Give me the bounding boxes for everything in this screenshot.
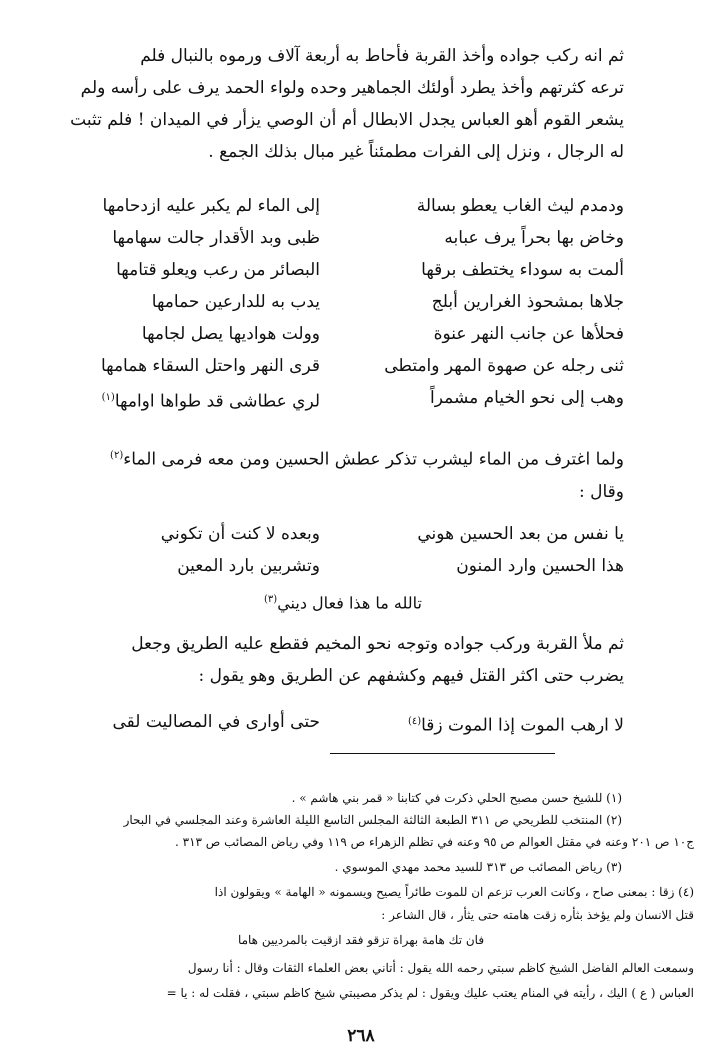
verse-first-hemistich (366, 706, 624, 742)
footnote-line: (٣) رياض المصائب ص ٣١٣ للسيد محمد مهدي الموسوي . (334, 860, 622, 874)
verse-first-hemistich: ألمت به سوداء يختطف برقها (421, 260, 624, 280)
verse-text: تالله ما هذا فعال ديني (277, 593, 422, 613)
footnote-ref: (٤) (407, 716, 422, 727)
verse-second-hemistich: قرى النهر واحتل السقاء همامها (100, 356, 320, 376)
verse-first-hemistich: ودمدم ليث الغاب يعطو بسالة (416, 196, 624, 216)
footnote-ref: (١) (101, 392, 115, 403)
poem-verse (62, 190, 624, 222)
text-line (62, 440, 624, 476)
verse-first-hemistich: يا نفس من بعد الحسين هوني (417, 524, 624, 544)
text-line: يشعر القوم أهو العباس يجدل الابطال أم أن الوصي يزأر في الميدان ! فلم تثبت (70, 110, 624, 130)
footnote-line: (١) للشيخ حسن مصبح الحلي ذكرت في كتابنا « قمر بني هاشم » . (291, 791, 622, 805)
footnote-line: قتل الانسان ولم يؤخذ بثأره زقت هامته حتى يثأر ، قال الشاعر : (381, 908, 694, 922)
footnote-line: (٤) زقا : بمعنى صاح ، وكانت العرب تزعم ان للموت طائراً يصيح ويسمونه « الهامة » ويقولون اذا (214, 885, 694, 899)
verse-text: لا ارهب الموت إذا الموت زقا (421, 715, 624, 736)
verse-second-hemistich: يدب به للدارعين حمامها (151, 292, 320, 312)
verse-first-hemistich: فحلأها عن جانب النهر عنوة (433, 324, 624, 344)
paragraph-1 (62, 40, 624, 168)
verse-first-hemistich: وخاض بها بحراً يرف عبابه (444, 228, 624, 248)
text-line: ترعه كثرتهم وأخذ يطرد أولئك الجماهير وحده ولواء الحمد يرف على رأسه ولم (80, 78, 624, 98)
verse-second-hemistich: البصائر من رعب ويعلو قتامها (116, 260, 320, 280)
verse-second-hemistich: ظبى وبد الأقدار جالت سهامها (112, 228, 320, 248)
verse-second-hemistich: وبعده لا كنت أن تكوني (160, 524, 320, 544)
page-number: ٢٦٨ (347, 1026, 375, 1046)
poem-verse (62, 318, 624, 350)
footnote-line: (٢) المنتخب للطريحي ص ٣١١ الطبعة الثالثة المجلس التاسع الليلة العاشرة وعند المجلسي في البحار (123, 813, 622, 827)
verse-first-hemistich: هذا الحسين وارد المنون (456, 556, 624, 576)
verse-first-hemistich: جلاها بمشحوذ الغرارين أبلج (431, 292, 624, 312)
footnote-separator (330, 753, 555, 754)
poem-verse (62, 518, 624, 550)
verse-second-hemistich: وولت هواديها يصل لجامها (141, 324, 320, 344)
poem-verse (62, 706, 624, 738)
text-line: يضرب حتى اكثر القتل فيهم وكشفهم عن الطريق وهو يقول : (198, 666, 624, 686)
footnote-line: ج١٠ ص ٢٠١ وعنه في مقتل العوالم ص ٩٥ وعنه في تظلم الزهراء ص ١١٩ وفي رياض المصائب ص ٣١٣ . (174, 835, 694, 849)
poem-verse (62, 254, 624, 286)
footnote-ref: (٣) (264, 594, 278, 605)
verse-second-hemistich: وتشربين بارد المعين (177, 556, 320, 576)
text-line: له الرجال ، ونزل إلى الفرات مطمئناً غير مبال بذلك الجمع . (208, 142, 624, 162)
text-line: وقال : (579, 481, 624, 502)
verse-first-hemistich: ثنى رجله عن صهوة المهر وامتطى (384, 356, 624, 376)
poem-verse (62, 350, 624, 382)
poem-verse (62, 550, 624, 582)
paragraph-3 (62, 628, 624, 692)
poem-verse (62, 222, 624, 254)
poem-verse (62, 382, 624, 414)
text-line: ثم انه ركب جواده وأخذ القربة فأحاط به أربعة آلاف ورموه بالنبال فلم (140, 46, 624, 66)
footnote-ref: (٢) (110, 450, 124, 461)
verse-second-hemistich: حتى أوارى في المصاليت لقى (112, 712, 320, 732)
text-line: ثم ملأ القربة وركب جواده وتوجه نحو المخيم فقطع عليه الطريق وجعل (131, 634, 624, 654)
poem-verse (62, 286, 624, 318)
footnote-line: العباس ( ع ) اليك ، رأيته في المنام يعتب عليك ويقول : لم يذكر مصيبتي شيخ كاظم سبتي ، فقلت له : يا = (166, 986, 694, 1000)
verse-second-hemistich: إلى الماء لم يكبر عليه ازدحامها (102, 196, 320, 216)
line-text: ولما اغترف من الماء ليشرب تذكر عطش الحسين ومن معه فرمى الماء (123, 449, 624, 470)
poem-center-line (62, 586, 624, 617)
paragraph-2 (62, 440, 624, 508)
verse-first-hemistich: وهب إلى نحو الخيام مشمراً (430, 388, 624, 408)
footnote-verse: فان تك هامة بهراة تزقو فقد ازقيت بالمرديين هاما (237, 933, 485, 947)
verse-second-hemistich (62, 382, 320, 418)
footnote-line: وسمعت العالم الفاضل الشيخ كاظم سبتي رحمه الله يقول : أتاني بعض العلماء الثقات وقال : أنا رسول (187, 961, 694, 975)
verse-text: لري عطاشى قد طواها اوامها (114, 391, 320, 412)
